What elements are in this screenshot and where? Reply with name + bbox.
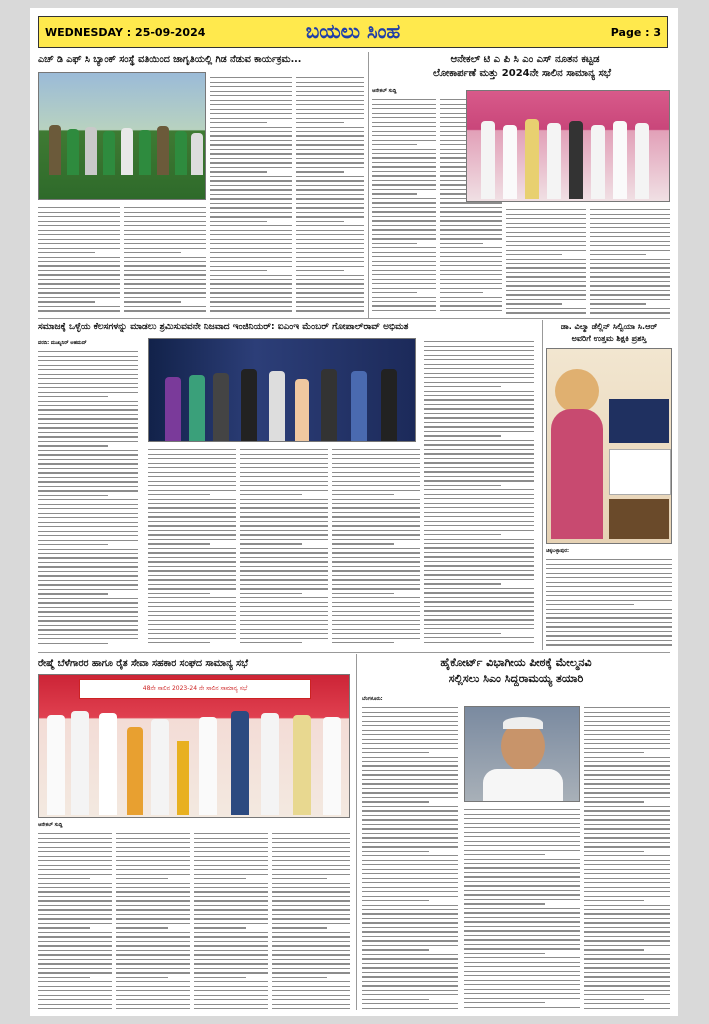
article-3-headline: ಸಮಾಜಕ್ಕೆ ಒಳ್ಳೆಯ ಕೆಲಸಗಳನ್ನು ಮಾಡಲು ಶ್ರಮಿಸುವವನೇ ನಿಜವಾದ ಇಂಜಿನಿಯರ್: ಐಎಂಇ ಮೆಂಬರ್ ಗೋಪಾಲ್‌ರಾವ್ ಅಭಿಮತ: [38, 322, 409, 332]
article-1-headline: ಎಚ್ ಡಿ ಎಫ್ ಸಿ ಬ್ಯಾಂಕ್ ಸಂಸ್ಥೆ ವತಿಯಿಂದ ಜಾಗೃತಿಯಲ್ಲಿ ಗಿಡ ನೆಡುವ ಕಾರ್ಯಕ್ರಮ...: [38, 54, 302, 65]
article-1-col-2: [210, 74, 292, 314]
article-5-banner: 48ನೇ ಸಾಲಿನ 2023-24 ನೇ ಸಾಲಿನ ಸಾಮಾನ್ಯ ಸಭೆ: [79, 679, 311, 699]
article-1-col-3: [296, 74, 364, 314]
article-6-byline: ಬೆಂಗಳೂರು:: [362, 696, 383, 702]
article-3-col-1: [38, 348, 138, 648]
article-6-col-2: [464, 806, 580, 1010]
article-4-headline-2: ಅವರಿಗೆ ಉತ್ತಮ ಶಿಕ್ಷಕಿ ಪ್ರಶಸ್ತಿ: [571, 334, 647, 343]
article-2-col-4: [590, 206, 670, 314]
article-4-photo: [546, 348, 672, 544]
article-4-body: [546, 556, 672, 648]
article-5-byline: ಆನೇಕಲ್ ಸುದ್ದಿ: [38, 822, 63, 828]
masthead-title: ಬಯಲು ಸಿಂಹ: [305, 19, 401, 43]
article-3-col-3: [240, 446, 328, 648]
article-5-col-3: [194, 830, 268, 1010]
article-5-photo: [38, 674, 350, 818]
article-3-byline: ವರದಿ: ಮುಖ್ಯನಿರ್ ಅಹಮದ್: [38, 340, 87, 346]
article-1-col-1b: [124, 204, 206, 314]
article-4-headline-1: ಡಾ. ವಿಲ್ಮಾ ಡೆಲ್ಲಿನ್ ಸಿಲ್ವಿಯಾ ಸಿ.ಆರ್: [560, 322, 658, 331]
article-2-photo: [466, 90, 670, 202]
article-6-col-3: [584, 704, 670, 1010]
article-5-col-1: [38, 830, 112, 1010]
article-3-photo: [148, 338, 416, 442]
article-2-headline-2: ಲೋಕಾರ್ಪಣೆ ಮತ್ತು 2024ನೇ ಸಾಲಿನ ಸಾಮಾನ್ಯ ಸಭೆ: [432, 68, 612, 79]
page-number: Page : 3: [610, 26, 661, 39]
article-6-headline-1: ಹೈಕೋರ್ಟ್ ವಿಭಾಗೀಯ ಪೀಠಕ್ಕೆ ಮೇಲ್ಮನವಿ: [440, 656, 592, 669]
newspaper-page: [30, 8, 678, 1016]
article-2-byline: ಆನೇಕಲ್ ಸುದ್ದಿ: [372, 88, 397, 94]
article-3-col-5: [424, 338, 534, 648]
article-6-photo: [464, 706, 580, 802]
article-3-col-2: [148, 446, 236, 648]
page-header: [38, 16, 668, 48]
article-2-col-1: [372, 96, 436, 316]
article-6-headline-2: ಸಲ್ಲಿಸಲು ಸಿಎಂ ಸಿದ್ದರಾಮಯ್ಯ ತಯಾರಿ: [448, 672, 584, 685]
article-1-col-1a: [38, 204, 120, 314]
article-5-headline: ರೇಷ್ಮೆ ಬೆಳೆಗಾರರ ಹಾಗೂ ರೈತ ಸೇವಾ ಸಹಕಾರ ಸಂಘದ ಸಾಮಾನ್ಯ ಸಭೆ: [38, 658, 248, 669]
article-5-col-4: [272, 830, 350, 1010]
article-2-headline-1: ಆನೇಕಲ್ ಟಿ ಎ ಪಿ ಸಿ ಎಂ ಎಸ್ ನೂತನ ಕಟ್ಟಡ: [450, 54, 600, 65]
article-5-col-2: [116, 830, 190, 1010]
article-2-col-3: [506, 206, 586, 314]
issue-date: WEDNESDAY : 25-09-2024: [45, 26, 206, 39]
article-6-col-1: [362, 704, 458, 1010]
article-4-byline: ಚಿಕ್ಕಬಳ್ಳಾಪುರ:: [546, 548, 569, 554]
article-1-photo: [38, 72, 206, 200]
article-3-col-4: [332, 446, 420, 648]
